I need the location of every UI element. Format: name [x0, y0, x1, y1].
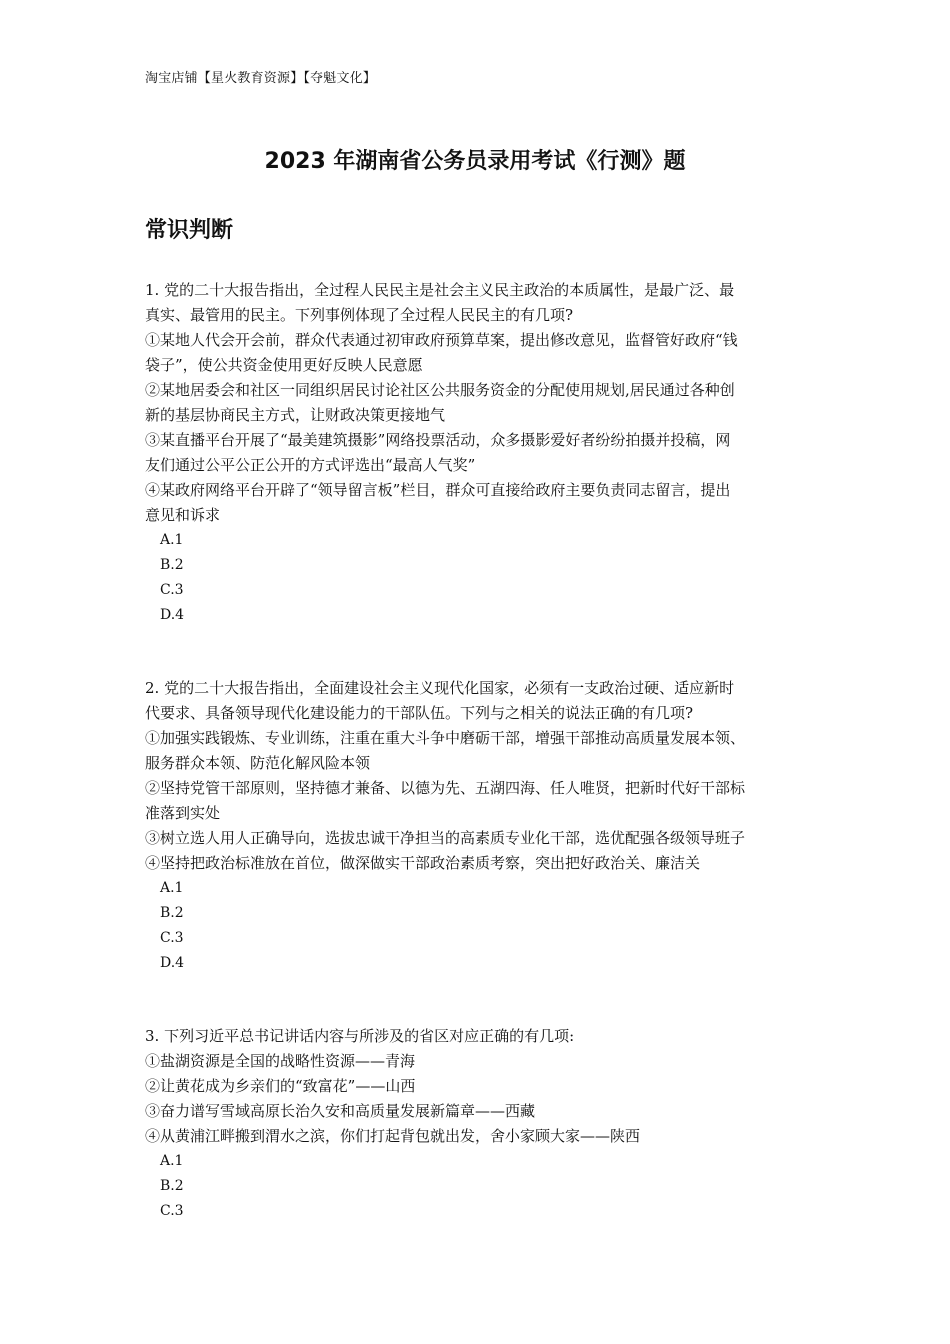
question-2-line: 服务群众本领、防范化解风险本领 [145, 754, 371, 772]
section-title: 常识判断 [145, 218, 234, 243]
question-2-line: ①加强实践锻炼、专业训练，注重在重大斗争中磨砺干部，增强干部推动高质量发展本领、 [145, 729, 746, 747]
shop-note: 淘宝店铺【星火教育资源】【夺魁文化】 [145, 71, 377, 86]
question-2-option-c: C.3 [160, 930, 184, 946]
question-3 [145, 1024, 810, 1224]
document-title: 2023 年湖南省公务员录用考试《行测》题 [264, 149, 686, 174]
question-3-line: ①盐湖资源是全国的战略性资源——青海 [145, 1052, 416, 1070]
question-1-line: ②某地居委会和社区一同组织居民讨论社区公共服务资金的分配使用规划,居民通过各种创 [145, 381, 735, 399]
question-2-line: 准落到实处 [145, 804, 221, 822]
question-2-line: ②坚持党管干部原则，坚持德才兼备、以德为先、五湖四海、任人唯贤，把新时代好干部标 [145, 779, 746, 797]
question-1-line: 新的基层协商民主方式，让财政决策更接地气 [145, 406, 446, 424]
question-3-option-a: A.1 [160, 1153, 184, 1169]
question-2-line: 2. 党的二十大报告指出，全面建设社会主义现代化国家，必须有一支政治过硬、适应新时 [145, 679, 735, 697]
question-1-line: ③某直播平台开展了“最美建筑摄影”网络投票活动，众多摄影爱好者纷纷拍摄并投稿，网 [145, 431, 731, 449]
question-1-line: ①某地人代会开会前，群众代表通过初审政府预算草案，提出修改意见，监督管好政府“钱 [145, 331, 738, 349]
question-3-line: ④从黄浦江畔搬到渭水之滨，你们打起背包就出发，舍小家顾大家——陕西 [145, 1127, 641, 1145]
question-2-line: ④坚持把政治标准放在首位，做深做实干部政治素质考察，突出把好政治关、廉洁关 [145, 854, 701, 872]
question-3-line: 3. 下列习近平总书记讲话内容与所涉及的省区对应正确的有几项: [145, 1027, 575, 1045]
question-2-option-d: D.4 [160, 955, 185, 971]
question-2-line: ③树立选人用人正确导向，选拔忠诚干净担当的高素质专业化干部，选优配强各级领导班子 [145, 829, 746, 847]
question-2 [145, 676, 810, 976]
question-1-option-d: D.4 [160, 607, 185, 623]
question-1-line: 友们通过公平公正公开的方式评选出“最高人气奖” [145, 456, 476, 474]
question-1-line: 1. 党的二十大报告指出，全过程人民民主是社会主义民主政治的本质属性，是最广泛、最 [145, 281, 735, 299]
question-1-option-a: A.1 [160, 532, 184, 548]
question-1-line: 意见和诉求 [145, 506, 221, 524]
question-2-option-b: B.2 [160, 905, 184, 921]
question-1-line: ④某政府网络平台开辟了“领导留言板”栏目，群众可直接给政府主要负责同志留言，提出 [145, 481, 731, 499]
question-3-option-c: C.3 [160, 1203, 184, 1219]
question-3-line: ②让黄花成为乡亲们的“致富花”——山西 [145, 1077, 416, 1095]
question-3-line: ③奋力谱写雪域高原长治久安和高质量发展新篇章——西藏 [145, 1102, 536, 1120]
question-2-line: 代要求、具备领导现代化建设能力的干部队伍。下列与之相关的说法正确的有几项? [145, 704, 694, 722]
question-1-option-c: C.3 [160, 582, 184, 598]
question-2-option-a: A.1 [160, 880, 184, 896]
question-1-line: 真实、最管用的民主。下列事例体现了全过程人民民主的有几项? [145, 306, 574, 324]
question-1-option-b: B.2 [160, 557, 184, 573]
question-3-option-b: B.2 [160, 1178, 184, 1194]
question-1 [145, 278, 810, 628]
question-1-line: 袋子”，使公共资金使用更好反映人民意愿 [145, 356, 423, 374]
